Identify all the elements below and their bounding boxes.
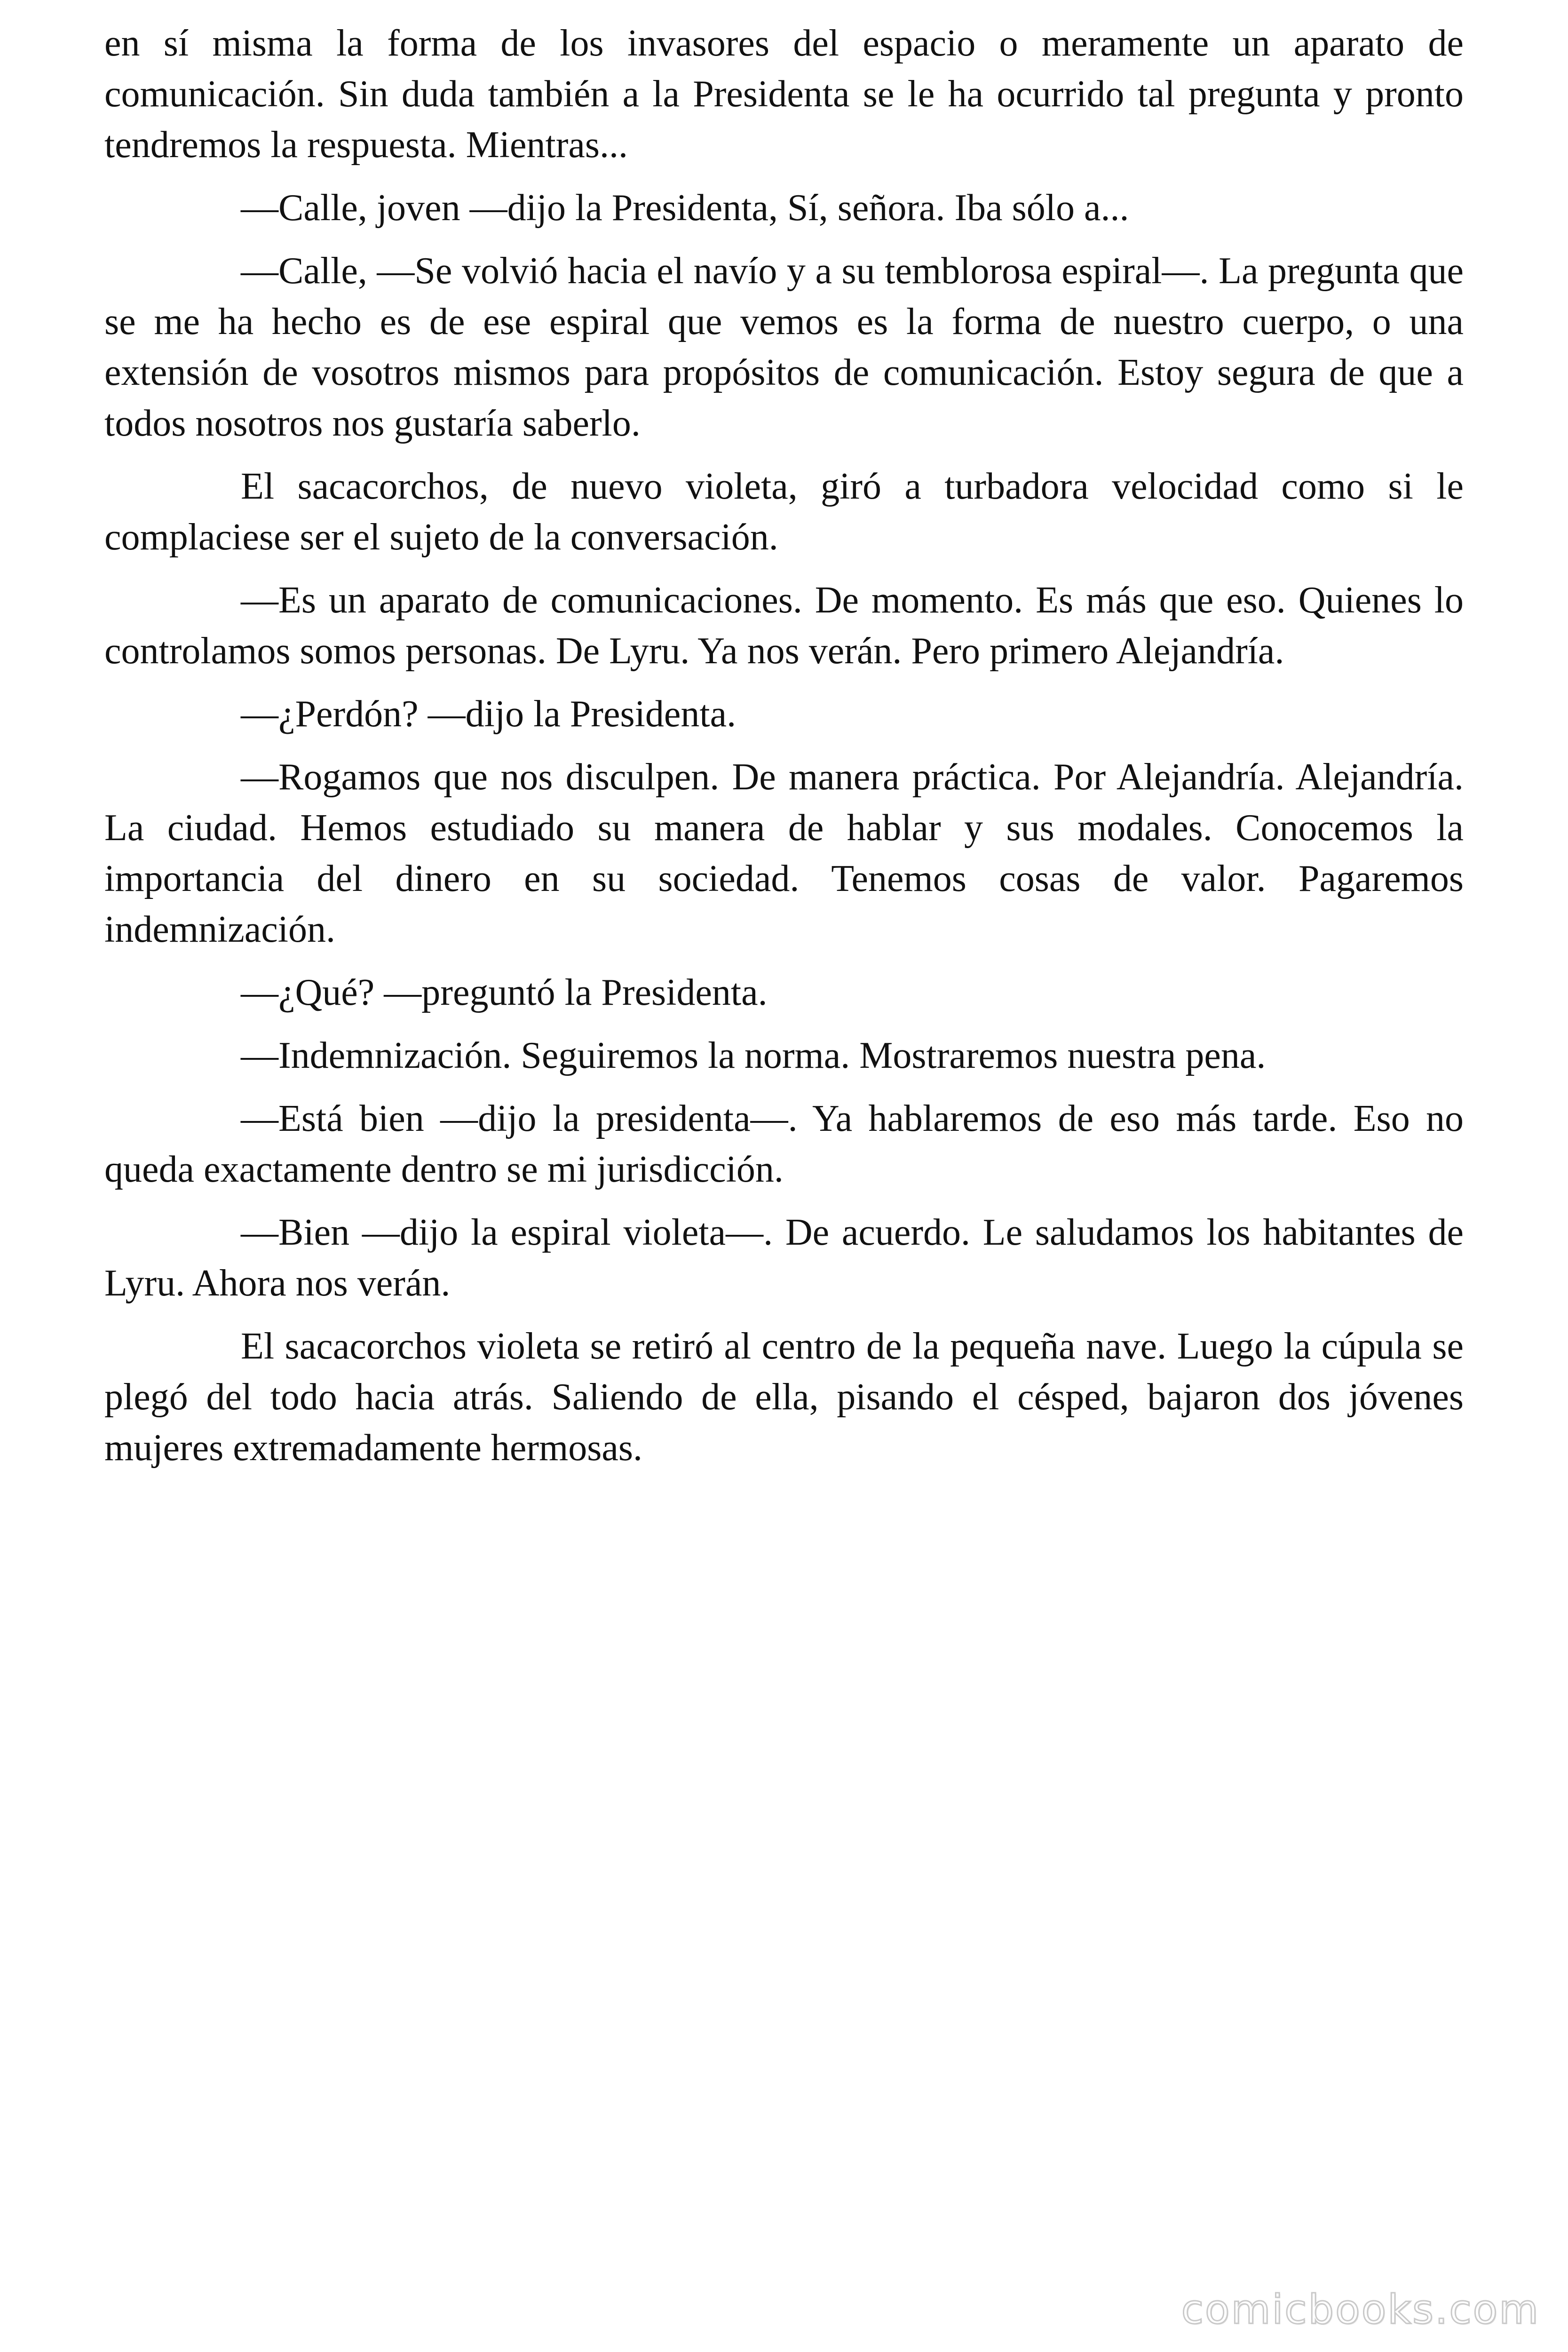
paragraph-dialogue: —Rogamos que nos disculpen. De manera práctica. Por Alejandría. Alejandría. La ciudad. Hemos estudiado su manera de hablar y sus modales. Conocemos la importancia del dinero en su sociedad. Tenemos cosas de valor. Pagaremos indemnización. (104, 756, 1464, 950)
paragraph-narration: El sacacorchos violeta se retiró al centro de la pequeña nave. Luego la cúpula se plegó del todo hacia atrás. Saliendo de ella, pisando el césped, bajaron dos jóvenes mujeres extremadamente hermosas. (104, 1326, 1464, 1469)
paragraph-dialogue: —Calle, joven —dijo la Presidenta, Sí, señora. Iba sólo a... (241, 187, 1129, 229)
paragraph-dialogue: —Bien —dijo la espiral violeta—. De acuerdo. Le saludamos los habitantes de Lyru. Ahora nos verán. (104, 1212, 1464, 1304)
body-text (104, 18, 1464, 1486)
paragraph-dialogue: —¿Perdón? —dijo la Presidenta. (241, 693, 736, 735)
paragraph-continuation: en sí misma la forma de los invasores del espacio o meramente un aparato de comunicación. Sin duda también a la Presidenta se le ha ocurrido tal pregunta y pronto tendremos la respuesta. Mientras... (104, 23, 1464, 166)
paragraph-dialogue: —Es un aparato de comunicaciones. De momento. Es más que eso. Quienes lo controlamos somos personas. De Lyru. Ya nos verán. Pero primero Alejandría. (104, 580, 1464, 672)
paragraph-dialogue: —Indemnización. Seguiremos la norma. Mostraremos nuestra pena. (241, 1035, 1266, 1076)
watermark-logo: comicbooks.com (1181, 2286, 1540, 2333)
paragraph-dialogue: —Calle, —Se volvió hacia el navío y a su temblorosa espiral—. La pregunta que se me ha hecho es de ese espiral que vemos es la forma de nuestro cuerpo, o una extensión de vosotros mismos para propósitos de comunicación. Estoy segura de que a todos nosotros nos gustaría saberlo. (104, 250, 1464, 444)
paragraph-dialogue: —Está bien —dijo la presidenta—. Ya hablaremos de eso más tarde. Eso no queda exactamente dentro se mi jurisdicción. (104, 1098, 1464, 1190)
paragraph-dialogue: —¿Qué? —preguntó la Presidenta. (241, 972, 768, 1013)
paragraph-narration: El sacacorchos, de nuevo violeta, giró a turbadora velocidad como si le complaciese ser el sujeto de la conversación. (104, 466, 1464, 558)
